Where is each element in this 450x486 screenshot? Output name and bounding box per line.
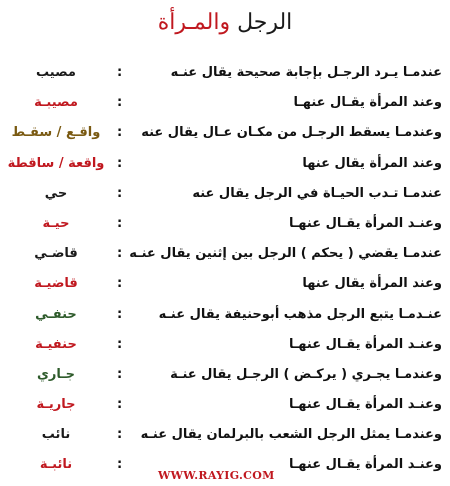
list-item [0, 364, 450, 394]
row-answer: نائب [41, 427, 71, 443]
row-sentence: وعنـد المرأة يقـال عنهـا [288, 457, 442, 473]
row-sentence: وعند المرأة يقال عنها [302, 155, 442, 171]
list-item [0, 304, 450, 334]
list-item [0, 92, 450, 122]
row-answer: نائبـة [39, 457, 73, 473]
list-item [0, 183, 450, 213]
page-title [0, 8, 450, 38]
list-item [0, 394, 450, 424]
row-separator: : [117, 457, 123, 473]
row-separator: : [117, 65, 123, 80]
row-sentence: عندمـا يـرد الرجـل بإجابة صحيحة يقال عنـه [170, 65, 442, 80]
row-answer: حنفـي [35, 306, 77, 322]
row-answer: مصيب [36, 65, 76, 80]
row-separator: : [117, 246, 123, 262]
row-sentence: عندمـا تـدب الحيـاة في الرجل يقال عنه [192, 185, 442, 201]
title-men: الرجل [237, 10, 293, 35]
row-sentence: وعندمـا يجـري ( يركـض ) الرجـل يقال عنـة [170, 366, 442, 382]
row-sentence: وعنـد المرأة يقـال عنهـا [288, 215, 442, 231]
row-answer: واقعة / ساقطة [7, 155, 105, 171]
row-answer: واقـع / سقـط [11, 125, 101, 141]
list-item [0, 424, 450, 454]
list-item [0, 273, 450, 303]
row-separator: : [117, 155, 123, 171]
row-answer: قاضيـة [34, 276, 78, 292]
row-separator: : [117, 276, 123, 292]
row-sentence: وعنـد المرأة يقـال عنهـا [288, 397, 442, 413]
title-women: والمـرأة [157, 10, 231, 35]
row-separator: : [117, 427, 123, 443]
row-sentence: وعنـد المرأة يقـال عنهـا [288, 336, 442, 352]
list-item [0, 243, 450, 273]
row-separator: : [117, 366, 123, 382]
row-separator: : [117, 215, 123, 231]
row-sentence: وعندمـا يسقط الرجـل من مكـان عـال يقال عنه [141, 125, 442, 141]
list-item [0, 213, 450, 243]
row-sentence: عنـدمـا يتبع الرجل مذهب أبوحنيفة يقال عنـه [158, 306, 442, 322]
row-separator: : [117, 397, 123, 413]
row-answer: جاريـة [36, 397, 76, 413]
list-item [0, 122, 450, 152]
row-answer: حيـة [42, 215, 70, 231]
row-separator: : [117, 125, 123, 141]
list-item [0, 62, 450, 92]
row-sentence: وعند المرأة يقـال عنهـا [293, 95, 442, 111]
row-sentence: عندمـا يقضي ( يحكم ) الرجل بين إثنين يقال عنـه [129, 246, 442, 262]
row-answer: حنفيـة [35, 336, 77, 352]
row-separator: : [117, 306, 123, 322]
row-answer: قاضـي [34, 246, 78, 262]
row-answer: مصيبـة [34, 95, 78, 111]
rows-list [0, 62, 450, 485]
row-sentence: وعندمـا يمثل الرجل الشعب بالبرلمان يقال عنـه [140, 427, 442, 443]
list-item [0, 334, 450, 364]
row-answer: جـاري [36, 366, 76, 382]
row-answer: حي [44, 185, 68, 201]
watermark: WWW.RAYIG.COM [158, 469, 275, 482]
row-separator: : [117, 95, 123, 111]
row-separator: : [117, 185, 123, 201]
row-separator: : [117, 336, 123, 352]
row-sentence: وعند المرأة يقال عنها [302, 276, 442, 292]
list-item [0, 153, 450, 183]
